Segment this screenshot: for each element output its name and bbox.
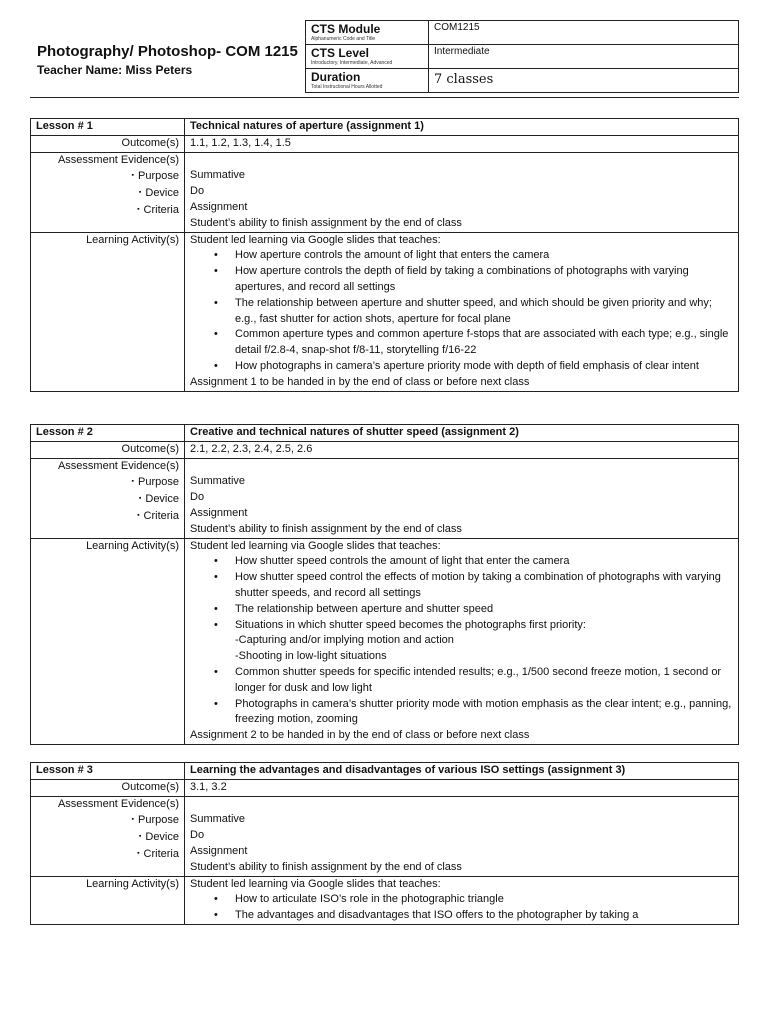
outcomes-label: Outcome(s) <box>31 441 185 458</box>
criteria-value: Assignment <box>190 200 248 213</box>
level-sublabel: Introductory, Intermediate, Advanced <box>311 60 393 66</box>
level-row <box>306 45 739 69</box>
assessment-label: Assessment Evidence(s) <box>57 797 179 810</box>
list-item: • How aperture controls the depth of field by taking a combinations of photographs with varying apertures, and record all settings <box>190 264 733 296</box>
lesson-3-table <box>30 762 739 925</box>
activity-intro: Student led learning via Google slides that teaches: <box>190 539 441 552</box>
criteria-note: Student’s ability to finish assignment by the end of class <box>190 522 462 535</box>
outcomes-value: 1.1, 1.2, 1.3, 1.4, 1.5 <box>185 135 739 152</box>
outcomes-label: Outcome(s) <box>31 135 185 152</box>
learning-activity-row <box>31 232 739 391</box>
level-value: Intermediate <box>429 45 739 69</box>
list-item: • Situations in which shutter speed becomes the photographs first priority: <box>190 618 733 634</box>
assessment-row <box>31 458 739 538</box>
square-bullet-icon: ▪ <box>131 478 135 486</box>
purpose-label: Purpose <box>138 814 179 827</box>
list-item: • How photographs in camera’s aperture priority mode with depth of field emphasis of clear intent <box>190 359 733 375</box>
assessment-label: Assessment Evidence(s) <box>57 153 179 166</box>
activity-list <box>190 892 733 924</box>
square-bullet-icon: ▪ <box>138 189 142 197</box>
outcomes-label: Outcome(s) <box>31 779 185 796</box>
activity-closing: Assignment 1 to be handed in by the end of class or before next class <box>190 375 530 388</box>
purpose-value: Summative <box>190 475 246 488</box>
teacher-name: Teacher Name: Miss Peters <box>37 63 193 77</box>
header-divider <box>30 97 739 98</box>
module-value: COM1215 <box>429 21 739 45</box>
activity-list <box>190 554 733 633</box>
activity-list-continued <box>190 665 733 728</box>
module-label: CTS Module <box>311 22 381 36</box>
lesson-number: Lesson # 3 <box>31 763 185 780</box>
lesson-title-row <box>31 763 739 780</box>
duration-sublabel: Total Instructional Hours Allotted <box>311 84 383 90</box>
list-item: • How shutter speed controls the amount of light that enter the camera <box>190 554 733 570</box>
lesson-title-row <box>31 119 739 136</box>
learning-activity-label: Learning Activity(s) <box>31 232 185 391</box>
sub-item: -Capturing and/or implying motion and action <box>235 634 454 647</box>
outcomes-value: 2.1, 2.2, 2.3, 2.4, 2.5, 2.6 <box>185 441 739 458</box>
duration-label: Duration <box>311 70 361 84</box>
device-value: Do <box>190 829 205 842</box>
lesson-1-table <box>30 118 739 392</box>
lesson-title-row <box>31 425 739 442</box>
lesson-title: Creative and technical natures of shutter speed (assignment 2) <box>185 425 739 442</box>
square-bullet-icon: ▪ <box>137 205 140 213</box>
criteria-value: Assignment <box>190 506 248 519</box>
criteria-value: Assignment <box>190 844 248 857</box>
learning-activity-label: Learning Activity(s) <box>31 538 185 744</box>
duration-row <box>306 69 739 93</box>
activity-intro: Student led learning via Google slides that teaches: <box>190 877 441 890</box>
learning-activity-row <box>31 538 739 744</box>
lesson-number: Lesson # 2 <box>31 425 185 442</box>
assessment-row <box>31 796 739 876</box>
square-bullet-icon: ▪ <box>138 833 142 841</box>
activity-list <box>190 248 733 374</box>
assessment-row <box>31 152 739 232</box>
criteria-label: Criteria <box>143 203 179 216</box>
square-bullet-icon: ▪ <box>131 816 135 824</box>
lesson-title: Technical natures of aperture (assignment 1) <box>185 119 739 136</box>
list-item: • The relationship between aperture and shutter speed, and which should be given priority and why; e.g., fast shutter for action shots, aperture for focal plane <box>190 296 733 328</box>
course-title: Photography/ Photoshop- COM 1215 <box>37 43 298 60</box>
square-bullet-icon: ▪ <box>131 172 135 180</box>
learning-activity-row <box>31 876 739 924</box>
list-item: • Common aperture types and common aperture f-stops that are associated with each type; e.g., single detail f/2.8-4, snap-shot f/8-11, storytelling f/16-22 <box>190 327 733 359</box>
lesson-title: Learning the advantages and disadvantages of various ISO settings (assignment 3) <box>185 763 739 780</box>
list-item: • The relationship between aperture and shutter speed <box>190 602 733 618</box>
device-value: Do <box>190 491 205 504</box>
module-info-table <box>305 20 739 93</box>
outcomes-row <box>31 441 739 458</box>
purpose-value: Summative <box>190 169 246 182</box>
square-bullet-icon: ▪ <box>137 511 140 519</box>
outcomes-row <box>31 779 739 796</box>
criteria-note: Student’s ability to finish assignment by the end of class <box>190 216 462 229</box>
duration-value: 7 classes <box>429 69 739 93</box>
sub-item: -Shooting in low-light situations <box>235 650 387 663</box>
criteria-note: Student’s ability to finish assignment by the end of class <box>190 860 462 873</box>
square-bullet-icon: ▪ <box>137 849 140 857</box>
criteria-label: Criteria <box>143 509 179 522</box>
assessment-label: Assessment Evidence(s) <box>57 459 179 472</box>
purpose-label: Purpose <box>138 170 179 183</box>
device-label: Device <box>145 831 179 844</box>
lesson-number: Lesson # 1 <box>31 119 185 136</box>
list-item: • How aperture controls the amount of light that enters the camera <box>190 248 733 264</box>
purpose-value: Summative <box>190 813 246 826</box>
page-header <box>0 0 768 100</box>
device-value: Do <box>190 185 205 198</box>
list-item: • How to articulate ISO’s role in the photographic triangle <box>190 892 733 908</box>
list-item: • The advantages and disadvantages that ISO offers to the photographer by taking a <box>190 908 733 924</box>
module-sublabel: Alphanumeric Code and Title <box>311 36 376 42</box>
purpose-label: Purpose <box>138 476 179 489</box>
level-label: CTS Level <box>311 46 370 60</box>
outcomes-value: 3.1, 3.2 <box>185 779 739 796</box>
activity-intro: Student led learning via Google slides that teaches: <box>190 233 441 246</box>
list-item: • How shutter speed control the effects of motion by taking a combination of photographs with varying shutter speeds, and record all settings <box>190 570 733 602</box>
module-row <box>306 21 739 45</box>
outcomes-row <box>31 135 739 152</box>
square-bullet-icon: ▪ <box>138 495 142 503</box>
criteria-label: Criteria <box>143 847 179 860</box>
activity-closing: Assignment 2 to be handed in by the end of class or before next class <box>190 729 530 742</box>
lesson-2-table <box>30 424 739 745</box>
list-item: • Photographs in camera’s shutter priority mode with motion emphasis as the clear intent; e.g., panning, freezing motion, zooming <box>190 697 733 729</box>
list-item: • Common shutter speeds for specific intended results; e.g., 1/500 second freeze motion, 1 second or longer for dusk and low light <box>190 665 733 697</box>
device-label: Device <box>145 187 179 200</box>
learning-activity-label: Learning Activity(s) <box>31 876 185 924</box>
device-label: Device <box>145 493 179 506</box>
